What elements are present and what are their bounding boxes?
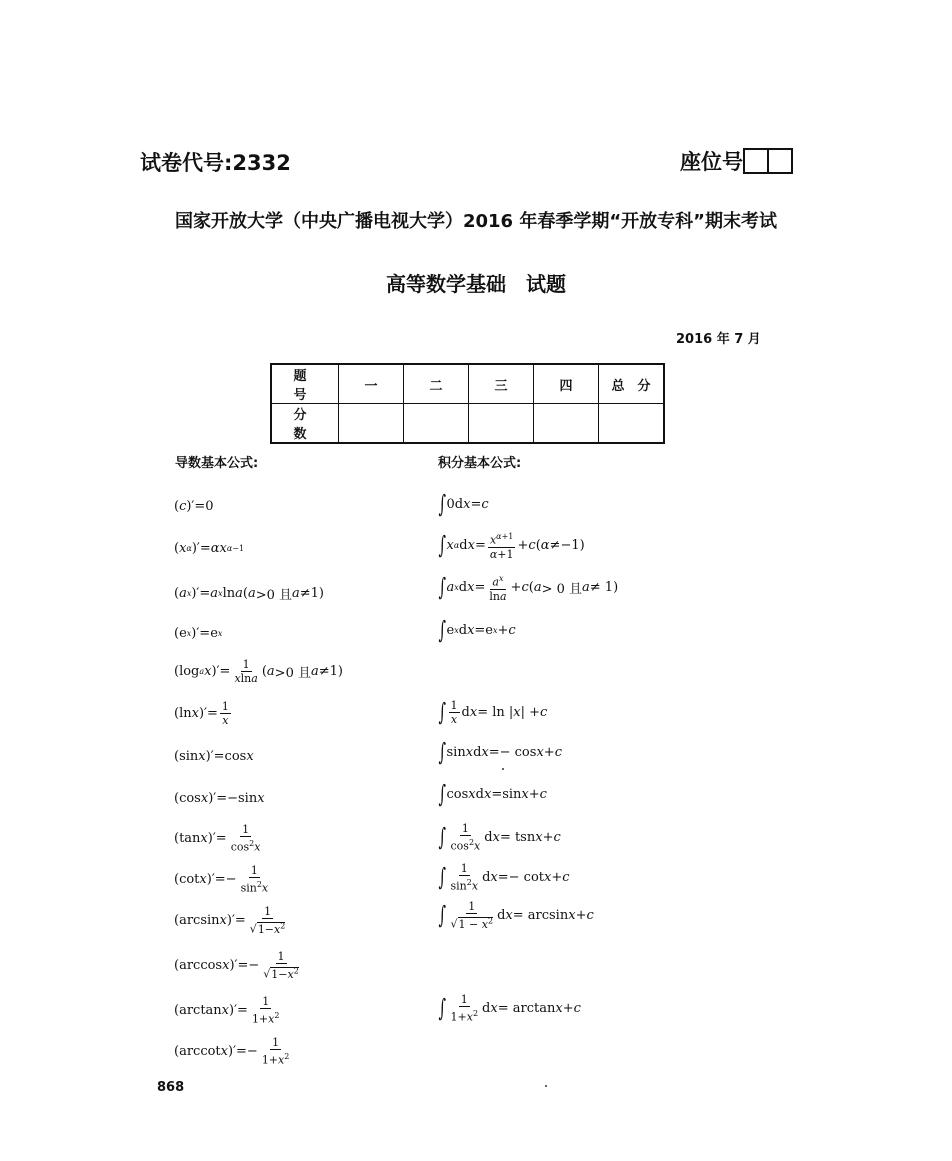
score-input-cell[interactable] bbox=[339, 404, 404, 444]
score-header-row bbox=[271, 364, 664, 404]
seat-box[interactable] bbox=[743, 148, 767, 174]
exam-date: 2016 年 7 月 bbox=[676, 332, 761, 347]
score-table bbox=[270, 363, 665, 444]
derivative-formula: (cos x )′=−sin x bbox=[174, 791, 265, 806]
derivative-formula: (arccot x )′=− 1 $1+x^2$ bbox=[174, 1036, 290, 1067]
derivative-formula: (arcsin x )′= 1 $√1-x^2$ bbox=[174, 905, 286, 936]
score-header-cell: 题 号 bbox=[271, 364, 339, 404]
scan-speck bbox=[545, 1085, 547, 1087]
derivative-formula: (cot x )′=− 1 $\sin^2x$ bbox=[174, 864, 269, 895]
score-input-cell[interactable] bbox=[599, 404, 665, 444]
integral-formula: ∫ 1 x d x = ln | x | + c bbox=[438, 698, 548, 726]
score-header-cell: 三 bbox=[469, 364, 534, 404]
score-header-cell: 四 bbox=[534, 364, 599, 404]
integral-formula: ∫ 1 $\cos^2x$ d x = tsn x + c bbox=[438, 822, 561, 853]
integrals-section-title: 积分基本公式: bbox=[438, 456, 522, 471]
derivative-formula: (ln x )′= 1 x bbox=[174, 700, 229, 727]
score-header-cell: 二 bbox=[404, 364, 469, 404]
derivative-formula: ( x α )′= αx α−1 bbox=[174, 541, 245, 556]
derivative-formula: (arccos x )′=− 1 $√1-x^2$ bbox=[174, 950, 299, 981]
scan-speck bbox=[502, 768, 504, 770]
integral-formula: ∫ sin x d x =− cos x + c bbox=[438, 738, 562, 766]
integral-formula: ∫ x α d x = $x^{\alpha+1}$ α+1 + c ( α ≠−1) bbox=[438, 531, 585, 561]
derivative-formula: (arctan x )′= 1 $1+x^2$ bbox=[174, 995, 280, 1026]
seat-label: 座位号 bbox=[680, 150, 743, 174]
derivative-formula: (tan x )′= 1 $\cos^2x$ bbox=[174, 823, 261, 854]
integral-formula: ∫ 1 $1+x^2$ d x = arctan x + c bbox=[438, 993, 581, 1024]
page-number: 868 bbox=[157, 1080, 185, 1095]
score-input-cell[interactable] bbox=[534, 404, 599, 444]
integral-formula: ∫ 1 $\sin^2x$ d x =− cot x + c bbox=[438, 862, 570, 893]
score-header-cell: 一 bbox=[339, 364, 404, 404]
seat-number bbox=[680, 146, 793, 176]
integral-formula: ∫ 1 $√1 - x^2$ d x = arcsin x + c bbox=[438, 900, 594, 931]
integral-formula: ∫ a x d x = $a^x$ lna + c ( a > 0 且 a ≠ 1) bbox=[438, 573, 619, 603]
score-row-label: 分 数 bbox=[271, 404, 339, 444]
derivative-formula: ( a x )′= a x ln a ( a >0 且 a ≠1) bbox=[174, 586, 325, 603]
score-value-row bbox=[271, 404, 664, 444]
score-input-cell[interactable] bbox=[469, 404, 534, 444]
score-header-cell: 总 分 bbox=[599, 364, 665, 404]
derivative-formula: (e x )′=e x bbox=[174, 626, 223, 641]
seat-box[interactable] bbox=[767, 148, 793, 174]
derivative-formula: (log a x )′= 1 xlna ( a >0 且 a ≠1) bbox=[174, 658, 343, 685]
integral-formula: ∫ 0d x = c bbox=[438, 490, 489, 518]
integral-formula: ∫ e x d x =e x + c bbox=[438, 616, 516, 644]
derivatives-section-title: 导数基本公式: bbox=[175, 456, 259, 471]
exam-subject: 高等数学基础 试题 bbox=[386, 272, 566, 296]
exam-code: 试卷代号:2332 bbox=[140, 151, 291, 175]
derivative-formula: (sin x )′=cos x bbox=[174, 749, 254, 764]
derivative-formula: ( c )′=0 bbox=[174, 499, 214, 514]
score-input-cell[interactable] bbox=[404, 404, 469, 444]
exam-header: 国家开放大学（中央广播电视大学）2016 年春季学期“开放专科”期末考试 bbox=[174, 211, 778, 232]
integral-formula: ∫ cos x d x =sin x + c bbox=[438, 780, 547, 808]
